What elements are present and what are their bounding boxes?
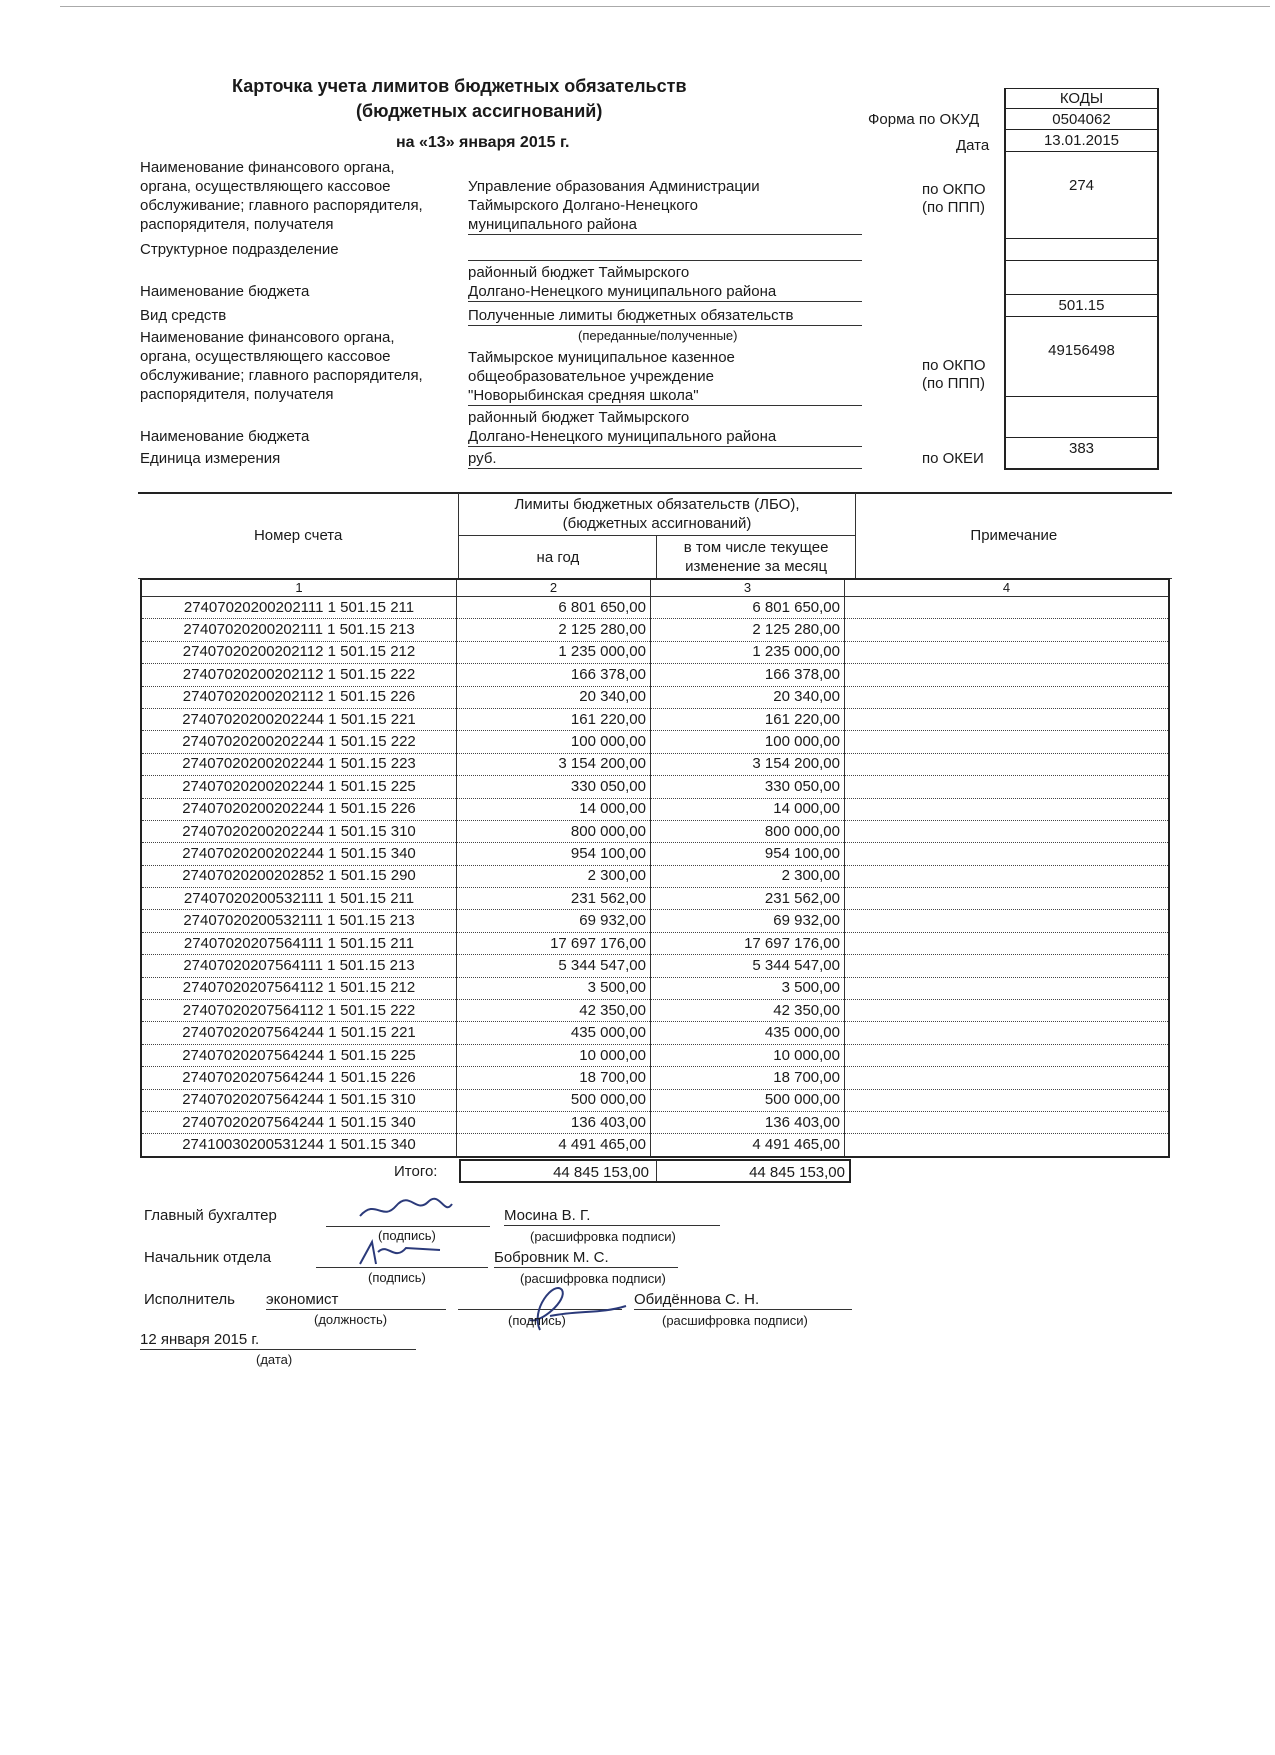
account-number: 27407020207564244 1 501.15 225 (141, 1044, 457, 1066)
account-number: 27407020200202112 1 501.15 226 (141, 686, 457, 708)
limit-year: 435 000,00 (457, 1022, 651, 1044)
codes-box (1004, 88, 1159, 470)
table-row (141, 1000, 1169, 1022)
fin-organ-value: Управление образования Администрации Таймырского Долгано-Ненецкого муниципального района (468, 177, 862, 235)
struct-value (468, 240, 862, 261)
note (845, 619, 1170, 641)
account-number: 27407020200202244 1 501.15 223 (141, 753, 457, 775)
head-label: Начальник отдела (144, 1249, 272, 1266)
vid-code: 501.15 (1006, 295, 1157, 317)
limit-year: 6 801 650,00 (457, 597, 651, 619)
note (845, 753, 1170, 775)
note (845, 1134, 1170, 1157)
account-number: 27407020207564111 1 501.15 211 (141, 932, 457, 954)
note (845, 1089, 1170, 1111)
limit-year: 17 697 176,00 (457, 932, 651, 954)
limit-month: 4 491 465,00 (651, 1134, 845, 1157)
total-month: 44 845 153,00 (749, 1164, 845, 1181)
document-title-line1: Карточка учета лимитов бюджетных обязательств (232, 76, 687, 96)
limit-year: 231 562,00 (457, 888, 651, 910)
limit-year: 10 000,00 (457, 1044, 651, 1066)
note (845, 977, 1170, 999)
okud-code: 0504062 (1006, 109, 1157, 130)
account-number: 27407020200202244 1 501.15 226 (141, 798, 457, 820)
table-row (141, 753, 1169, 775)
note (845, 597, 1170, 619)
budget2-code (1006, 397, 1157, 438)
limit-month: 100 000,00 (651, 731, 845, 753)
data-table (140, 578, 1170, 1158)
codes-header: КОДЫ (1006, 89, 1157, 109)
table-row (141, 776, 1169, 798)
note (845, 798, 1170, 820)
table-row (141, 1022, 1169, 1044)
limit-year: 3 154 200,00 (457, 753, 651, 775)
head-signature-mark (354, 1236, 444, 1270)
account-number: 27410030200531244 1 501.15 340 (141, 1134, 457, 1157)
limit-year: 20 340,00 (457, 686, 651, 708)
limit-month: 330 050,00 (651, 776, 845, 798)
table-row (141, 641, 1169, 663)
okpo2-label-1: по ОКПО (922, 357, 986, 374)
limit-year: 4 491 465,00 (457, 1134, 651, 1157)
fin-organ-label: Наименование финансового органа, органа, осуществляющего кассовое обслуживание; главного распорядителя, распорядителя, получателя (140, 159, 423, 233)
account-number: 27407020207564244 1 501.15 310 (141, 1089, 457, 1111)
limit-year: 2 300,00 (457, 865, 651, 887)
account-number: 27407020200202852 1 501.15 290 (141, 865, 457, 887)
card-date-caption: (дата) (256, 1352, 293, 1367)
chief-name: Мосина В. Г. (504, 1206, 720, 1226)
account-number: 27407020207564112 1 501.15 222 (141, 1000, 457, 1022)
account-number: 27407020200202244 1 501.15 340 (141, 843, 457, 865)
table-row (141, 619, 1169, 641)
limit-year: 136 403,00 (457, 1111, 651, 1133)
note (845, 820, 1170, 842)
limit-year: 5 344 547,00 (457, 955, 651, 977)
vid-label: Вид средств (140, 307, 227, 324)
limit-year: 2 125 280,00 (457, 619, 651, 641)
chief-accountant-label: Главный бухгалтер (144, 1207, 277, 1224)
note (845, 1111, 1170, 1133)
unit-label: Единица измерения (140, 450, 281, 467)
colnum-3: 3 (651, 579, 845, 597)
colnum-1: 1 (141, 579, 457, 597)
table-row (141, 686, 1169, 708)
total-year: 44 845 153,00 (553, 1164, 649, 1181)
executor-position: экономист (266, 1290, 446, 1310)
limit-month: 3 154 200,00 (651, 753, 845, 775)
total-label: Итого: (394, 1163, 438, 1180)
account-number: 27407020200202112 1 501.15 212 (141, 641, 457, 663)
head-sign-caption: (подпись) (368, 1270, 426, 1285)
executor-label: Исполнитель (144, 1291, 235, 1308)
table-row (141, 1089, 1169, 1111)
table-row (141, 597, 1169, 619)
table-row (141, 843, 1169, 865)
head-name: Бобровник М. С. (494, 1248, 678, 1268)
note (845, 664, 1170, 686)
header-month: в том числе текущее изменение за месяц (657, 536, 855, 579)
budget2-label: Наименование бюджета (140, 428, 310, 445)
limit-month: 17 697 176,00 (651, 932, 845, 954)
limit-month: 136 403,00 (651, 1111, 845, 1133)
executor-name: Обидённова С. Н. (634, 1290, 852, 1310)
limit-year: 42 350,00 (457, 1000, 651, 1022)
colnum-4: 4 (845, 579, 1170, 597)
note (845, 865, 1170, 887)
limit-month: 500 000,00 (651, 1089, 845, 1111)
executor-position-caption: (должность) (314, 1312, 388, 1327)
okpo2-label-2: (по ППП) (922, 375, 985, 392)
okpo1-code: 274 (1006, 152, 1157, 239)
chief-signature-mark (356, 1192, 456, 1226)
note (845, 776, 1170, 798)
limit-month: 18 700,00 (651, 1067, 845, 1089)
table-row (141, 865, 1169, 887)
unit-value: руб. (468, 449, 862, 469)
table-row (141, 888, 1169, 910)
note (845, 1067, 1170, 1089)
okei-label: по ОКЕИ (922, 450, 984, 467)
note (845, 843, 1170, 865)
table-row (141, 910, 1169, 932)
account-number: 27407020200202244 1 501.15 225 (141, 776, 457, 798)
header-note: Примечание (855, 493, 1172, 579)
note (845, 1022, 1170, 1044)
limit-year: 800 000,00 (457, 820, 651, 842)
limit-month: 1 235 000,00 (651, 641, 845, 663)
account-number: 27407020200202244 1 501.15 310 (141, 820, 457, 842)
column-number-row (141, 579, 1169, 597)
header-year: на год (459, 536, 657, 579)
limit-year: 1 235 000,00 (457, 641, 651, 663)
note (845, 641, 1170, 663)
limit-month: 5 344 547,00 (651, 955, 845, 977)
budget-value: районный бюджет Таймырского Долгано-Ненецкого муниципального района (468, 263, 862, 302)
executor-decode-caption: (расшифровка подписи) (662, 1313, 808, 1328)
limit-year: 69 932,00 (457, 910, 651, 932)
budget2-value: районный бюджет Таймырского Долгано-Ненецкого муниципального района (468, 408, 862, 447)
note (845, 932, 1170, 954)
limit-year: 14 000,00 (457, 798, 651, 820)
colnum-2: 2 (457, 579, 651, 597)
head-decode-caption: (расшифровка подписи) (520, 1271, 666, 1286)
limit-month: 435 000,00 (651, 1022, 845, 1044)
note (845, 708, 1170, 730)
okpo1-label-2: (по ППП) (922, 199, 985, 216)
limit-month: 954 100,00 (651, 843, 845, 865)
note (845, 888, 1170, 910)
note (845, 686, 1170, 708)
date-label: Дата (956, 137, 990, 154)
table-header (138, 493, 1172, 579)
vid-value: Полученные лимиты бюджетных обязательств (468, 306, 862, 326)
note (845, 955, 1170, 977)
okpo1-label-1: по ОКПО (922, 181, 986, 198)
executor-sign-caption: (подпись) (508, 1313, 566, 1328)
table-row (141, 731, 1169, 753)
table-row (141, 1067, 1169, 1089)
limit-year: 3 500,00 (457, 977, 651, 999)
limit-month: 20 340,00 (651, 686, 845, 708)
table-row (141, 820, 1169, 842)
limit-month: 3 500,00 (651, 977, 845, 999)
limit-year: 161 220,00 (457, 708, 651, 730)
limit-year: 954 100,00 (457, 843, 651, 865)
limit-year: 166 378,00 (457, 664, 651, 686)
budget-code (1006, 261, 1157, 295)
account-number: 27407020207564244 1 501.15 226 (141, 1067, 457, 1089)
okei-code: 383 (1068, 440, 1095, 457)
table-row (141, 1134, 1169, 1157)
header-limits: Лимиты бюджетных обязательств (ЛБО), (бюджетных ассигнований) (459, 493, 855, 536)
note (845, 910, 1170, 932)
card-date: 12 января 2015 г. (140, 1330, 416, 1350)
header-account: Номер счета (138, 493, 459, 579)
document-date-line: на «13» января 2015 г. (396, 134, 570, 151)
table-row (141, 932, 1169, 954)
scan-edge-line (60, 6, 1270, 7)
account-number: 27407020200202111 1 501.15 211 (141, 597, 457, 619)
document-title-line2: (бюджетных ассигнований) (356, 101, 603, 121)
table-row (141, 1111, 1169, 1133)
fin-organ2-value: Таймырское муниципальное казенное общеобразовательное учреждение "Новорыбинская средняя школа" (468, 348, 862, 406)
account-number: 27407020207564244 1 501.15 340 (141, 1111, 457, 1133)
account-number: 27407020207564112 1 501.15 212 (141, 977, 457, 999)
limit-year: 100 000,00 (457, 731, 651, 753)
account-number: 27407020200202111 1 501.15 213 (141, 619, 457, 641)
limit-month: 2 125 280,00 (651, 619, 845, 641)
limit-month: 10 000,00 (651, 1044, 845, 1066)
limit-month: 166 378,00 (651, 664, 845, 686)
limit-year: 330 050,00 (457, 776, 651, 798)
account-number: 27407020200202112 1 501.15 222 (141, 664, 457, 686)
account-number: 27407020207564111 1 501.15 213 (141, 955, 457, 977)
account-number: 27407020200202244 1 501.15 222 (141, 731, 457, 753)
fin-organ2-label: Наименование финансового органа, органа, осуществляющего кассовое обслуживание; главного распорядителя, распорядителя, получателя (140, 329, 423, 403)
vid-note: (переданные/полученные) (578, 328, 738, 343)
date-code: 13.01.2015 (1006, 130, 1157, 152)
limit-year: 500 000,00 (457, 1089, 651, 1111)
table-row (141, 664, 1169, 686)
limit-month: 14 000,00 (651, 798, 845, 820)
limit-month: 42 350,00 (651, 1000, 845, 1022)
account-number: 27407020207564244 1 501.15 221 (141, 1022, 457, 1044)
note (845, 731, 1170, 753)
table-row (141, 798, 1169, 820)
limit-month: 2 300,00 (651, 865, 845, 887)
executor-signature (510, 1280, 630, 1341)
limit-month: 800 000,00 (651, 820, 845, 842)
limit-month: 6 801 650,00 (651, 597, 845, 619)
note (845, 1000, 1170, 1022)
note (845, 1044, 1170, 1066)
limit-year: 18 700,00 (457, 1067, 651, 1089)
okpo2-code: 49156498 (1006, 317, 1157, 397)
chief-decode-caption: (расшифровка подписи) (530, 1229, 676, 1244)
table-row (141, 708, 1169, 730)
okud-label: Форма по ОКУД (868, 111, 980, 128)
chief-signature (356, 1192, 456, 1232)
limit-month: 69 932,00 (651, 910, 845, 932)
total-box (459, 1159, 851, 1183)
limit-month: 161 220,00 (651, 708, 845, 730)
budget-label: Наименование бюджета (140, 283, 310, 300)
table-row (141, 1044, 1169, 1066)
chief-sign-caption: (подпись) (378, 1228, 436, 1243)
struct-code (1006, 239, 1157, 261)
table-row (141, 955, 1169, 977)
account-number: 27407020200202244 1 501.15 221 (141, 708, 457, 730)
limit-month: 231 562,00 (651, 888, 845, 910)
struct-label: Структурное подразделение (140, 241, 339, 258)
account-number: 27407020200532111 1 501.15 211 (141, 888, 457, 910)
account-number: 27407020200532111 1 501.15 213 (141, 910, 457, 932)
table-row (141, 977, 1169, 999)
